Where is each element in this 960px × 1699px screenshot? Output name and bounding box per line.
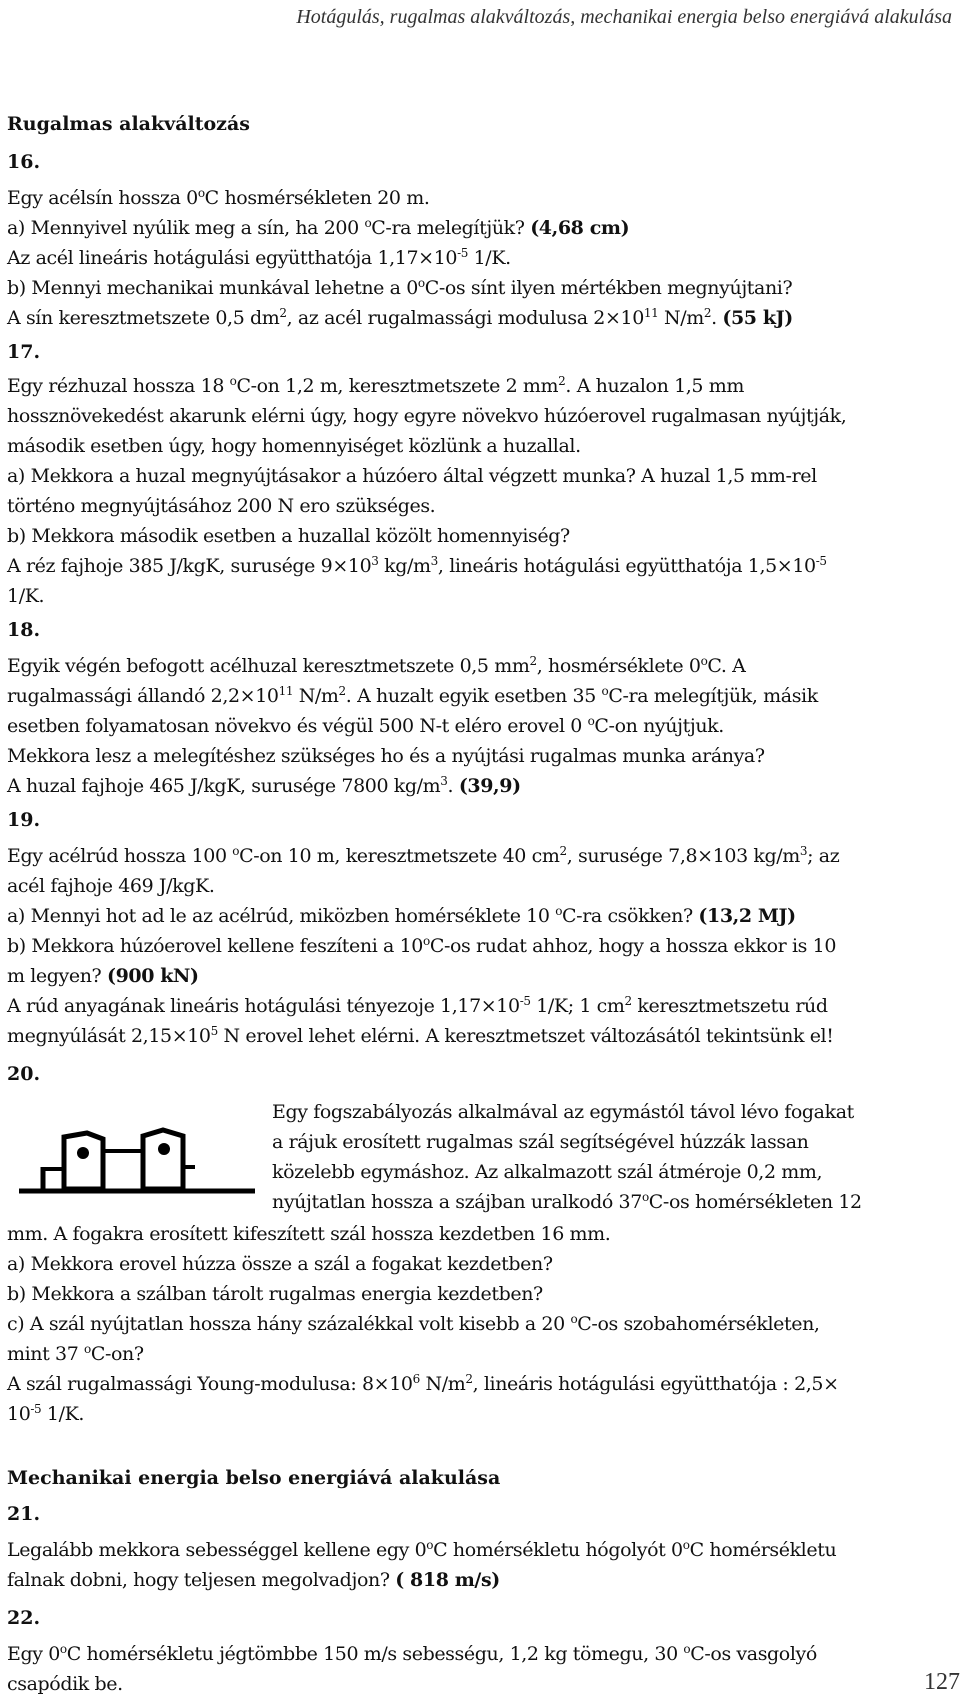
problem-19-line: a) Mennyi hot ad le az acélrúd, miközben homérséklete 10 $^o$C-ra csökken? (13,2 MJ) — [7, 904, 796, 927]
answer: (13,2 MJ) — [698, 905, 796, 927]
problem-16-line: a) Mennyivel nyúlik meg a sín, ha 200 $^o$C-ra melegítjük? (4,68 cm) — [7, 216, 630, 239]
problem-20-line: közelebb egymáshoz. Az alkalmazott szál átméroje 0,2 mm, — [272, 1161, 823, 1183]
problem-20-line: mm. A fogakra erosített kifeszített szál hossza kezdetben 16 mm. — [7, 1223, 611, 1245]
section-title-mechanical: Mechanikai energia belso energiává alakulása — [7, 1467, 501, 1489]
running-header: Hotágulás, rugalmas alakváltozás, mechanikai energia belso energiává alakulása — [296, 6, 952, 28]
problem-21-line: falnak dobni, hogy teljesen megolvadjon? ( 818 m/s) — [7, 1569, 500, 1591]
answer: (4,68 cm) — [530, 217, 630, 239]
problem-19-line: acél fajhoje 469 J/kgK. — [7, 875, 215, 897]
problem-20-line: mint 37 $^o$C-on? — [7, 1342, 144, 1365]
problem-20-figure-row — [7, 1097, 951, 1219]
problem-19-line: megnyúlását $2,15\times 10^5$ N erovel lehet elérni. A keresztmetszet változásától tekintsünk el! — [7, 1024, 834, 1047]
problem-20-line: c) A szál nyújtatlan hossza hány százalékkal volt kisebb a 20 $^o$C-os szobahomérsékleten, — [7, 1312, 820, 1335]
section-title-elastic: Rugalmas alakváltozás — [7, 113, 250, 135]
problem-18-number: 18. — [7, 619, 41, 641]
problem-17-line: a) Mekkora a huzal megnyújtásakor a húzóero által végzett munka? A huzal 1,5 mm-rel — [7, 465, 817, 487]
problem-17-line: b) Mekkora második esetben a huzallal közölt homennyiség? — [7, 525, 570, 547]
problem-20-line: Egy fogszabályozás alkalmával az egymástól távol lévo fogakat — [272, 1101, 854, 1123]
problem-17-line: Egy rézhuzal hossza 18 $^o$C-on 1,2 m, keresztmetszete 2 $mm^2$. A huzalon 1,5 mm — [7, 374, 744, 397]
problem-17-line: hossznövekedést akarunk elérni úgy, hogy egyre növekvo húzóerovel rugalmasan nyújtják, — [7, 405, 847, 427]
problem-20-line: a rájuk erosített rugalmas szál segítségével húzzák lassan — [272, 1131, 809, 1153]
problem-17-line: második esetben úgy, hogy homennyiséget közlünk a huzallal. — [7, 435, 581, 457]
problem-22-line: Egy 0$^o$C homérsékletu jégtömbbe 150 m/s sebességu, 1,2 kg tömegu, 30 $^o$C-os vasgolyó — [7, 1642, 817, 1665]
problem-21-line: Legalább mekkora sebességgel kellene egy 0$^o$C homérsékletu hógolyót 0$^o$C homérsékletu — [7, 1538, 837, 1561]
problem-20-line: A szál rugalmassági Young-modulusa: $8\times 10^6$ $N/m^2$, lineáris hotágulási együtthatója : 2,5× — [7, 1372, 839, 1395]
answer: (39,9) — [458, 775, 521, 797]
problem-20-line: $10^{-5}$ 1/K. — [7, 1402, 85, 1425]
problem-20-number: 20. — [7, 1063, 41, 1085]
problem-18-line: Egyik végén befogott acélhuzal keresztmetszete 0,5 $mm^2$, hosmérséklete 0$^o$C. A — [7, 654, 746, 677]
problem-16-line: b) Mennyi mechanikai munkával lehetne a 0$^o$C-os sínt ilyen mértékben megnyújtani? — [7, 276, 793, 299]
page-number: 127 — [924, 1669, 960, 1695]
answer: (900 kN) — [106, 965, 199, 987]
problem-17-number: 17. — [7, 341, 41, 363]
problem-17-line: történo megnyújtásához 200 N ero szükséges. — [7, 495, 436, 517]
problem-19-line: A rúd anyagának lineáris hotágulási tényezoje $1,17\times 10^{-5}$ 1/K; 1 $cm^2$ keresztmetszetu rúd — [7, 994, 828, 1017]
problem-17-line: 1/K. — [7, 585, 45, 607]
problem-20-line: b) Mekkora a szálban tárolt rugalmas energia kezdetben? — [7, 1283, 543, 1305]
problem-16-number: 16. — [7, 151, 41, 173]
problem-17-line: A réz fajhoje 385 J/kgK, surusége $9\times 10^3$ $kg/m^3$, lineáris hotágulási együtthatója $1,5\times 10^{-5}$ — [7, 554, 827, 577]
problem-22-line: csapódik be. — [7, 1673, 123, 1695]
problem-18-line: rugalmassági állandó $2,2\times 10^{11}$ $N/m^2$. A huzalt egyik esetben 35 $^o$C-ra melegítjük, másik — [7, 684, 818, 707]
problem-22-number: 22. — [7, 1607, 41, 1629]
document-body — [7, 109, 951, 1699]
problem-16-line: Egy acélsín hossza 0$^o$C hosmérsékleten 20 m. — [7, 186, 430, 209]
problem-18-line: Mekkora lesz a melegítéshez szükséges ho és a nyújtási rugalmas munka aránya? — [7, 745, 765, 767]
problem-20-line: a) Mekkora erovel húzza össze a szál a fogakat kezdetben? — [7, 1253, 553, 1275]
teeth-spring-diagram-icon — [17, 1127, 257, 1195]
problem-20-intro — [272, 1097, 952, 1217]
answer: (55 kJ) — [722, 307, 793, 329]
problem-18-line: esetben folyamatosan növekvo és végül 500 N-t eléro erovel 0 $^o$C-on nyújtjuk. — [7, 714, 724, 737]
problem-16-line: Az acél lineáris hotágulási együtthatója $1,17\times 10^{-5}$ 1/K. — [7, 246, 511, 269]
problem-16-line: A sín keresztmetszete 0,5 $dm^2$, az acél rugalmassági modulusa $2\times 10^{11}$ $N/m^2$. (55 kJ) — [7, 306, 793, 329]
problem-19-line: Egy acélrúd hossza 100 $^o$C-on 10 m, keresztmetszete 40 $cm^2$, surusége 7,8×103 $kg/m^3$; az — [7, 844, 840, 867]
problem-19-line: b) Mekkora húzóerovel kellene feszíteni a 10$^o$C-os rudat ahhoz, hogy a hossza ekkor is 10 — [7, 934, 837, 957]
answer: ( 818 m/s) — [395, 1569, 500, 1591]
problem-20-line: nyújtatlan hossza a szájban uralkodó 37$^o$C-os homérsékleten 12 — [272, 1190, 862, 1213]
problem-19-line: m legyen? (900 kN) — [7, 965, 199, 987]
problem-18-line: A huzal fajhoje 465 J/kgK, surusége 7800 $kg/m^3$. (39,9) — [7, 774, 521, 797]
problem-19-number: 19. — [7, 809, 41, 831]
problem-21-number: 21. — [7, 1503, 41, 1525]
